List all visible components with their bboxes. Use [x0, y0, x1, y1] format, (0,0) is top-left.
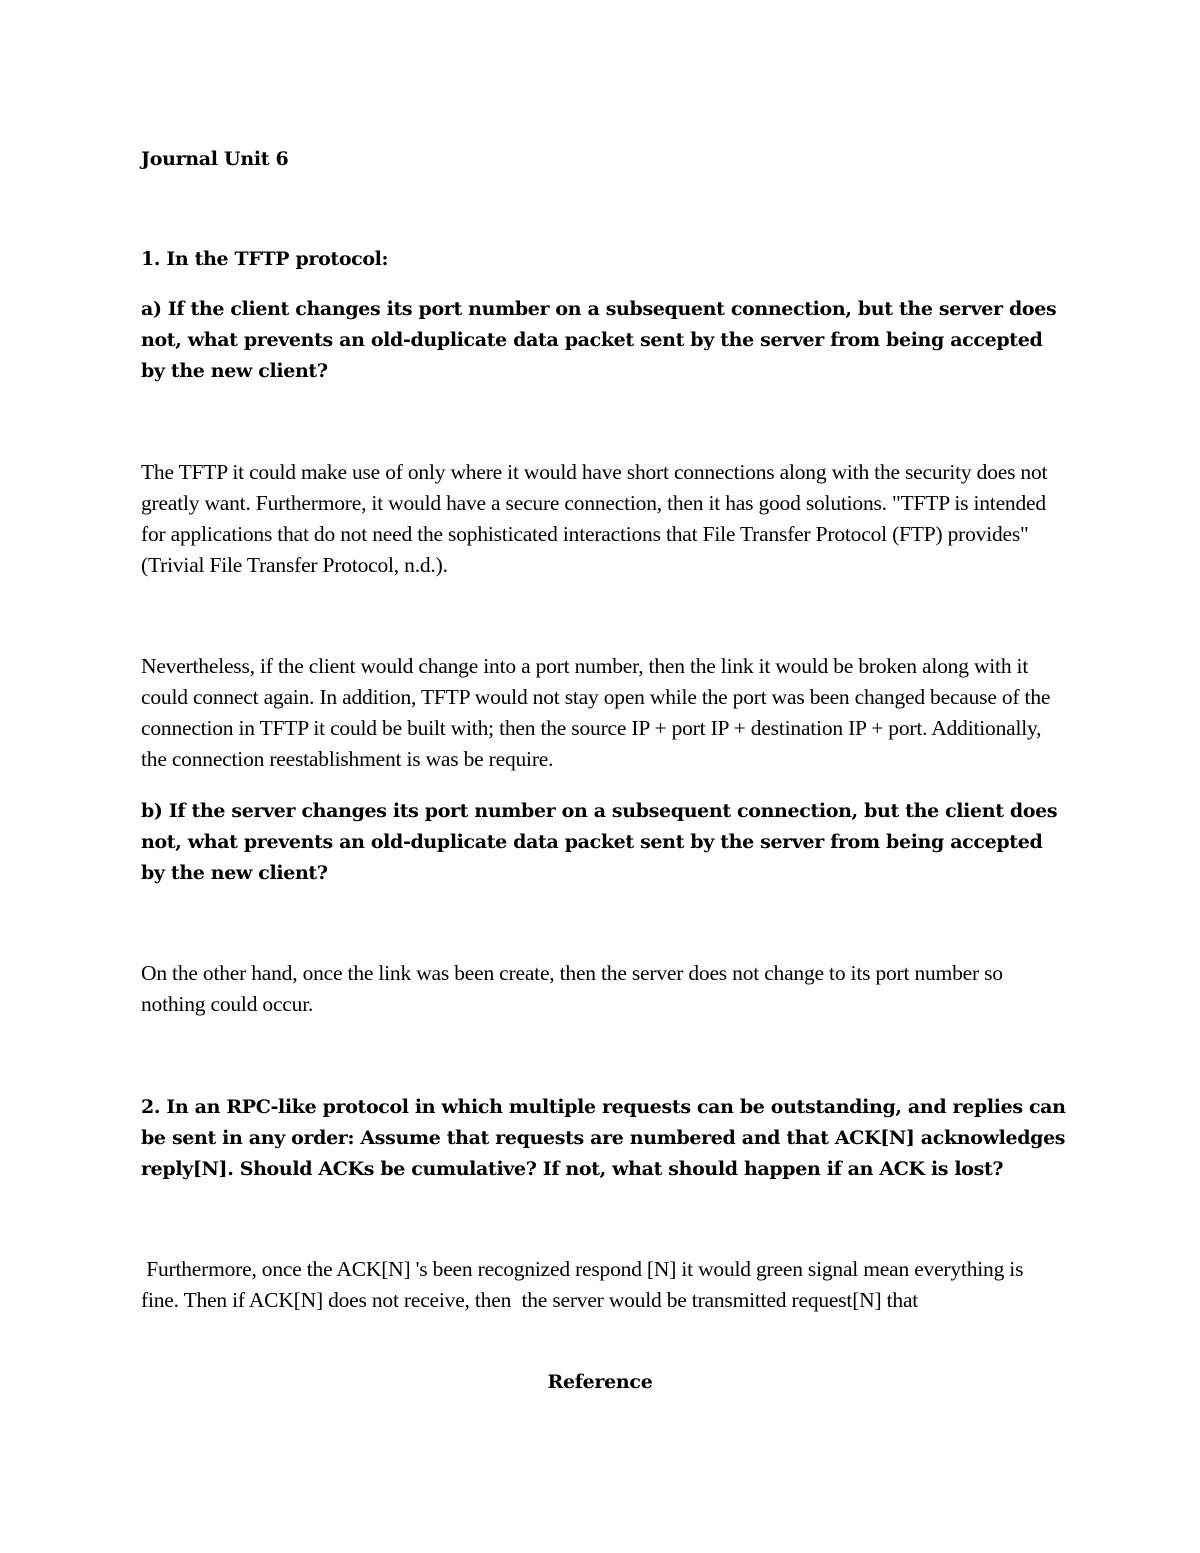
answer-1a-paragraph-1: The TFTP it could make use of only where it would have short connections along with the security does not greatly want. Furthermore, it would have a secure connection, then it has good solutions. "TFTP is intended for applications that do not need the sophisticated interactions that File Transfer Protocol (FTP) provides" (Trivial File Transfer Protocol, n.d.). — [141, 460, 1048, 577]
question-1a: a) If the client changes its port number on a subsequent connection, but the server does not, what prevents an old-duplicate data packet sent by the server from being accepted by the new client? — [141, 298, 1057, 382]
answer-1b: On the other hand, once the link was been create, then the server does not change to its port number so nothing could occur. — [141, 961, 1003, 1016]
question-1b: b) If the server changes its port number on a subsequent connection, but the client does not, what prevents an old-duplicate data packet sent by the server from being accepted by the new client? — [141, 800, 1058, 884]
question-2: 2. In an RPC-like protocol in which multiple requests can be outstanding, and replies can be sent in any order: Assume that requests are numbered and that ACK[N] acknowledges reply[N]. Should ACKs be cumulative? If not, what should happen if an ACK is lost? — [141, 1096, 1066, 1180]
answer-1a-paragraph-2: Nevertheless, if the client would change into a port number, then the link it would be broken along with it could connect again. In addition, TFTP would not stay open while the port was been changed because of the connection in TFTP it could be built with; then the source IP + port IP + destination IP + port. Additionally, the connection reestablishment is was be require. — [141, 654, 1051, 771]
reference-heading: Reference — [547, 1371, 653, 1393]
answer-2: Furthermore, once the ACK[N] 's been recognized respond [N] it would green signal mean everything is fine. Then if ACK[N] does not receive, then the server would be transmitted request[N] that — [141, 1257, 1029, 1312]
document-title: Journal Unit 6 — [141, 148, 289, 170]
question-1-heading: 1. In the TFTP protocol: — [141, 248, 389, 270]
